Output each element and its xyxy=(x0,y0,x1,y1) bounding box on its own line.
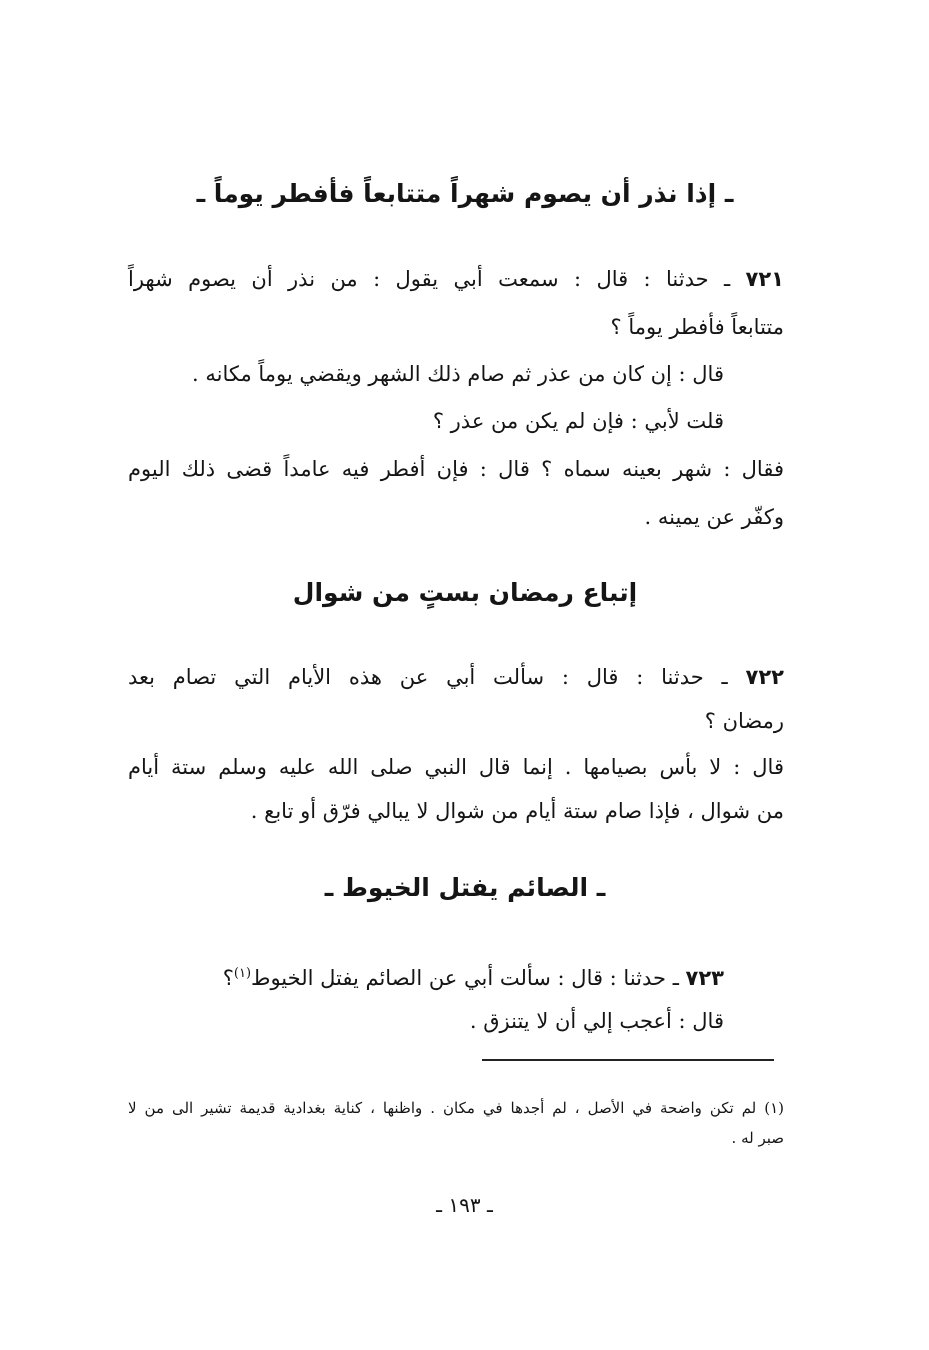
entry-text: ـ حدثنا : قال : سألت أبي عن الصائم يفتل الخيوط xyxy=(251,966,679,990)
entry-number: ٧٢٢ xyxy=(745,665,784,689)
footnote-line-1: (١) لم تكن واضحة في الأصل ، لم أجدها في مكان . واظنها ، كناية بغدادية قديمة تشير الى من لا xyxy=(128,1099,784,1117)
entry-721-line-3: قال : إن كان من عذر ثم صام ذلك الشهر ويقضي يوماً مكانه . xyxy=(192,362,724,386)
section-heading-shawwal-fast: إتباع رمضان بستٍ من شوال xyxy=(292,578,638,607)
entry-721-line-4: قلت لأبي : فإن لم يكن من عذر ؟ xyxy=(432,409,724,433)
entry-number: ٧٢١ xyxy=(745,267,784,291)
footnote-line-2: صبر له . xyxy=(731,1129,784,1147)
entry-number: ٧٢٣ xyxy=(685,966,724,990)
entry-722-line-1 xyxy=(128,660,784,694)
footnote-separator xyxy=(482,1059,774,1061)
entry-721-line-2: متتابعاً فأفطر يوماً ؟ xyxy=(610,315,784,339)
question-mark: ؟ xyxy=(222,966,234,990)
entry-721-line-5: فقال : شهر بعينه سماه ؟ قال : فإن أفطر فيه عامداً قضى ذلك اليوم xyxy=(128,457,784,481)
entry-723-line-1 xyxy=(223,957,724,995)
entry-721-line-6: وكفّر عن يمينه . xyxy=(644,505,784,529)
entry-text: ـ حدثنا : قال : سمعت أبي يقول : من نذر أن يصوم شهراً xyxy=(128,267,731,291)
entry-722-line-3: قال : لا بأس بصيامها . إنما قال النبي صلى الله عليه وسلم ستة أيام xyxy=(128,755,784,779)
entry-721-line-1 xyxy=(128,262,784,296)
footnote-reference: (١) xyxy=(233,966,252,981)
entry-722-line-2: رمضان ؟ xyxy=(704,709,784,733)
section-heading-vow-fast: ـ إذا نذر أن يصوم شهراً متتابعاً فأفطر يوماً ـ xyxy=(196,179,734,208)
entry-text: ـ حدثنا : قال : سألت أبي عن هذه الأيام التي تصام بعد xyxy=(128,665,728,689)
entry-722-line-4: من شوال ، فإذا صام ستة أيام من شوال لا يبالي فرّق أو تابع . xyxy=(250,799,784,823)
page-number: ـ ١٩٣ ـ xyxy=(436,1193,493,1217)
section-heading-fasting-thread: ـ الصائم يفتل الخيوط ـ xyxy=(324,873,606,902)
entry-723-line-2: قال : أعجب إلي أن لا يتنزق . xyxy=(469,1009,724,1033)
